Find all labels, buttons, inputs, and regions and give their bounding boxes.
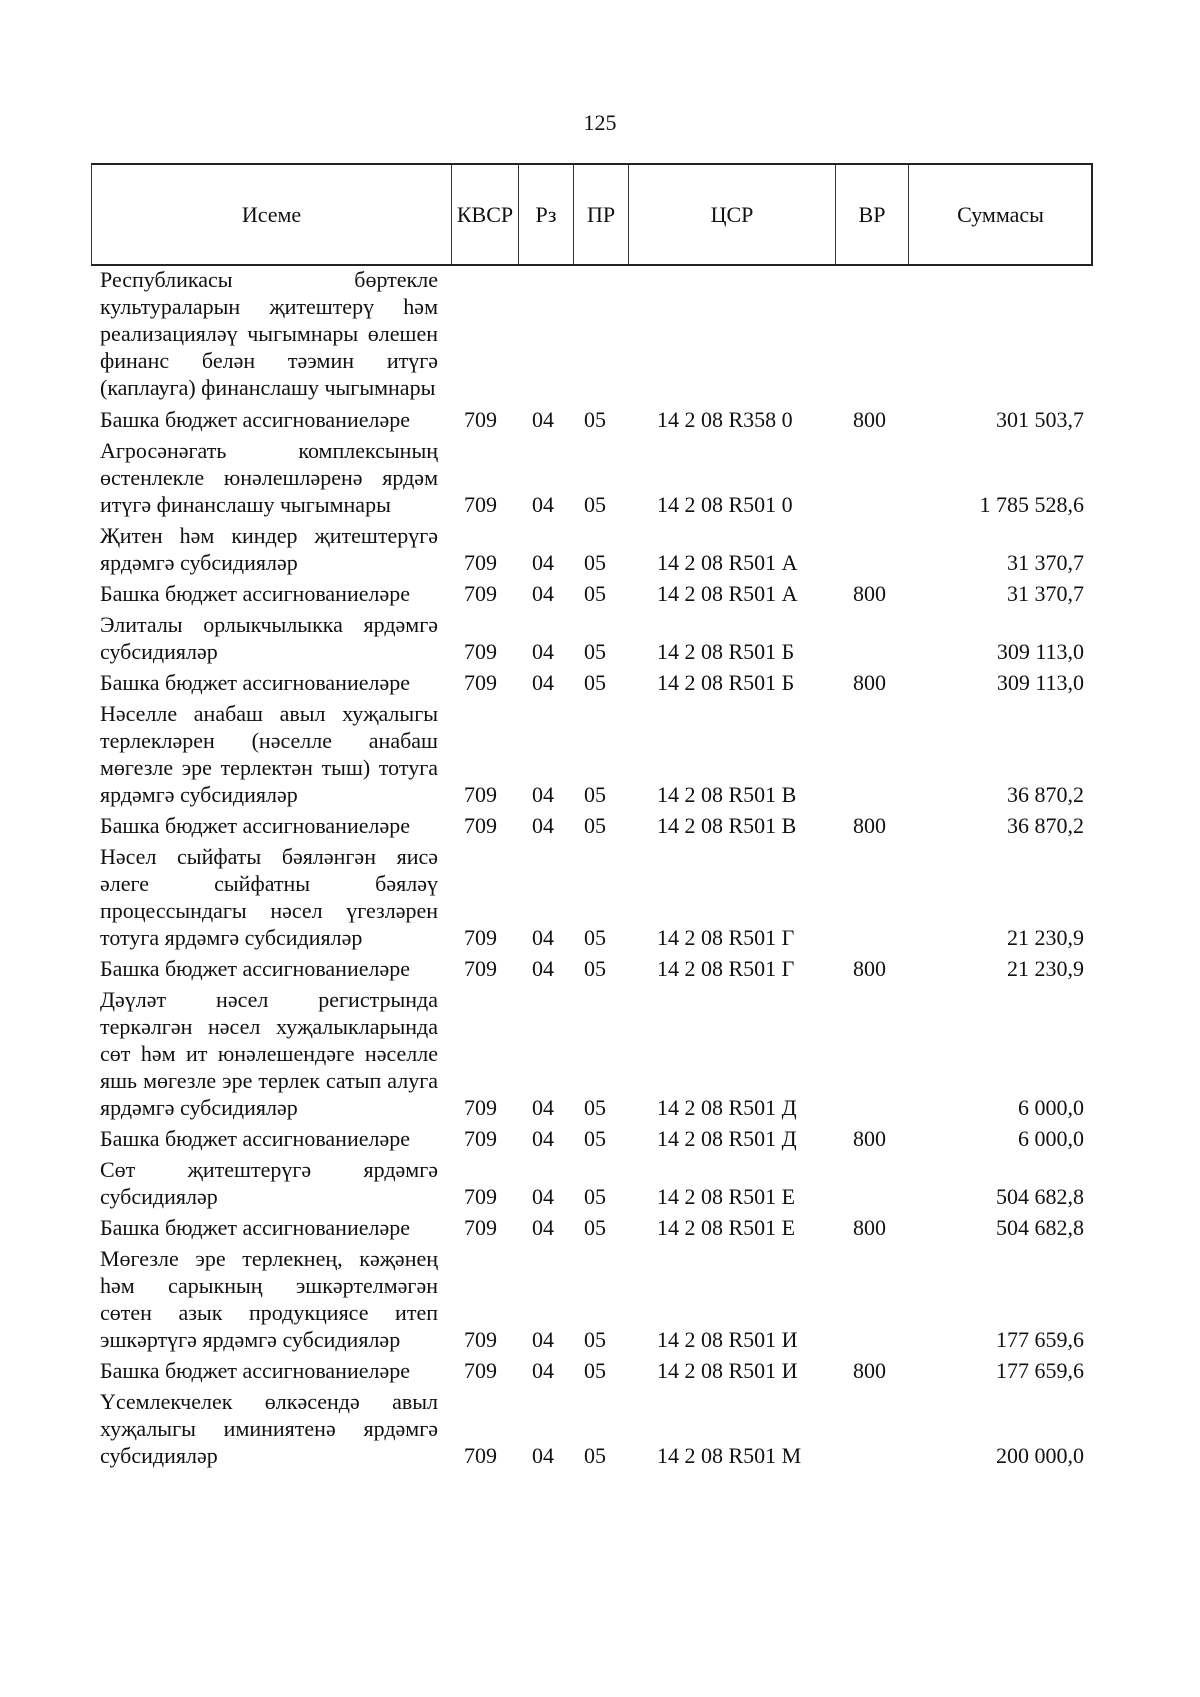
row-csr: 14 2 08 R501 И [657, 1327, 798, 1352]
row-rz: 04 [532, 813, 554, 838]
row-sum: 504 682,8 [996, 1184, 1084, 1209]
row-kvsr: 709 [464, 1184, 497, 1209]
row-sum: 1 785 528,6 [979, 492, 1084, 517]
row-rz: 04 [532, 639, 554, 664]
row-sum: 177 659,6 [996, 1358, 1084, 1383]
row-rz: 04 [532, 670, 554, 695]
row-csr: 14 2 08 R501 Е [657, 1184, 796, 1209]
row-name: Республикасы бөртекле культураларын җитештерү һәм реализацияләү чыгымнары өлешен финанс белән тәэмин итүгә (каплауга) финанслашу чыгымнары [100, 267, 438, 400]
row-pr: 05 [584, 1184, 606, 1209]
row-kvsr: 709 [464, 550, 497, 575]
row-name: Башка бюджет ассигнованиеләре [100, 670, 410, 695]
table-row [0, 266, 1200, 401]
row-pr: 05 [584, 639, 606, 664]
row-name: Башка бюджет ассигнованиеләре [100, 581, 410, 606]
row-name: Агросәнәгать комплексының өстенлекле юнәлешләренә ярдәм итүгә финанслашу чыгымнары [100, 438, 438, 517]
row-pr: 05 [584, 782, 606, 807]
row-kvsr: 709 [464, 925, 497, 950]
row-pr: 05 [584, 1443, 606, 1468]
table-row [0, 522, 1200, 576]
row-vr: 800 [853, 1126, 886, 1151]
row-kvsr: 709 [464, 1443, 497, 1468]
table-row [0, 812, 1200, 839]
row-name: Үсемлекчелек өлкәсендә авыл хуҗалыгы иминиятенә ярдәмгә субсидияләр [100, 1389, 438, 1468]
row-rz: 04 [532, 492, 554, 517]
table-row [0, 986, 1200, 1121]
row-csr: 14 2 08 R501 В [657, 782, 797, 807]
row-csr: 14 2 08 R501 Е [657, 1215, 796, 1240]
row-rz: 04 [532, 925, 554, 950]
row-name: Җитен һәм киндер җитештерүгә ярдәмгә субсидияләр [100, 523, 438, 575]
row-rz: 04 [532, 1215, 554, 1240]
row-name: Башка бюджет ассигнованиеләре [100, 956, 410, 981]
row-kvsr: 709 [464, 1126, 497, 1151]
header-pr: ПР [574, 165, 629, 264]
row-csr: 14 2 08 R501 Д [657, 1095, 797, 1120]
row-name: Башка бюджет ассигнованиеләре [100, 407, 410, 432]
row-csr: 14 2 08 R501 Г [657, 956, 795, 981]
row-sum: 6 000,0 [1018, 1126, 1084, 1151]
table-header [91, 163, 1093, 266]
row-rz: 04 [532, 1327, 554, 1352]
row-csr: 14 2 08 R501 0 [657, 492, 793, 517]
row-rz: 04 [532, 956, 554, 981]
row-kvsr: 709 [464, 639, 497, 664]
row-pr: 05 [584, 1327, 606, 1352]
row-name: Мөгезле эре терлекнең, кәҗәнең һәм сарыкның эшкәртелмәгән сөтен азык продукциясе итеп эшкәртүгә ярдәмгә субсидияләр [100, 1246, 438, 1352]
row-kvsr: 709 [464, 1215, 497, 1240]
row-pr: 05 [584, 1358, 606, 1383]
row-kvsr: 709 [464, 813, 497, 838]
row-sum: 31 370,7 [1007, 581, 1084, 606]
row-vr: 800 [853, 407, 886, 432]
row-csr: 14 2 08 R358 0 [657, 407, 793, 432]
row-pr: 05 [584, 1126, 606, 1151]
row-name: Башка бюджет ассигнованиеләре [100, 1215, 410, 1240]
table-row [0, 1388, 1200, 1469]
row-sum: 309 113,0 [996, 639, 1084, 664]
header-vr: ВР [836, 165, 909, 264]
table-row [0, 669, 1200, 696]
row-kvsr: 709 [464, 782, 497, 807]
row-csr: 14 2 08 R501 Д [657, 1126, 797, 1151]
row-kvsr: 709 [464, 407, 497, 432]
row-csr: 14 2 08 R501 Г [657, 925, 795, 950]
row-rz: 04 [532, 1126, 554, 1151]
row-csr: 14 2 08 R501 А [657, 550, 798, 575]
row-vr: 800 [853, 581, 886, 606]
row-csr: 14 2 08 R501 Б [657, 639, 795, 664]
table-row [0, 1245, 1200, 1353]
table-row [0, 580, 1200, 607]
row-name: Башка бюджет ассигнованиеләре [100, 1126, 410, 1151]
row-vr: 800 [853, 1215, 886, 1240]
row-rz: 04 [532, 1443, 554, 1468]
row-pr: 05 [584, 925, 606, 950]
row-name: Дәүләт нәсел регистрында теркәлгән нәсел хуҗалыкларында сөт һәм ит юнәлешендәге нәселле яшь мөгезле эре терлек сатып алуга ярдәмгә субсидияләр [100, 987, 438, 1120]
row-pr: 05 [584, 581, 606, 606]
header-name: Исеме [92, 165, 452, 264]
row-rz: 04 [532, 550, 554, 575]
table-row [0, 611, 1200, 665]
row-csr: 14 2 08 R501 Б [657, 670, 795, 695]
row-rz: 04 [532, 1095, 554, 1120]
table-row [0, 700, 1200, 808]
row-sum: 31 370,7 [1007, 550, 1084, 575]
row-kvsr: 709 [464, 1358, 497, 1383]
row-sum: 21 230,9 [1007, 956, 1084, 981]
row-vr: 800 [853, 670, 886, 695]
page-number: 125 [583, 110, 617, 135]
row-vr: 800 [853, 1358, 886, 1383]
table-row [0, 1357, 1200, 1384]
row-rz: 04 [532, 782, 554, 807]
row-pr: 05 [584, 550, 606, 575]
table-row [0, 406, 1200, 433]
row-rz: 04 [532, 581, 554, 606]
row-name: Башка бюджет ассигнованиеләре [100, 813, 410, 838]
row-kvsr: 709 [464, 1095, 497, 1120]
row-name: Элиталы орлыкчылыкка ярдәмгә субсидияләр [100, 612, 438, 664]
table-row [0, 437, 1200, 518]
row-name: Сөт җитештерүгә ярдәмгә субсидияләр [100, 1157, 438, 1209]
row-csr: 14 2 08 R501 И [657, 1358, 798, 1383]
row-sum: 177 659,6 [996, 1327, 1084, 1352]
row-sum: 6 000,0 [1018, 1095, 1084, 1120]
table-row [0, 1125, 1200, 1152]
row-pr: 05 [584, 1095, 606, 1120]
row-name: Нәсел сыйфаты бәяләнгән яисә әлеге сыйфатны бәяләү процессындагы нәсел үгезләрен тотуга ярдәмгә субсидияләр [100, 844, 438, 950]
row-pr: 05 [584, 670, 606, 695]
row-name: Башка бюджет ассигнованиеләре [100, 1358, 410, 1383]
table-row [0, 843, 1200, 951]
header-rz: Рз [519, 165, 574, 264]
header-sum: Суммасы [957, 201, 1044, 227]
row-sum: 21 230,9 [1007, 925, 1084, 950]
row-kvsr: 709 [464, 670, 497, 695]
row-kvsr: 709 [464, 1327, 497, 1352]
row-sum: 309 113,0 [996, 670, 1084, 695]
table-row [0, 955, 1200, 982]
row-csr: 14 2 08 R501 В [657, 813, 797, 838]
row-sum: 36 870,2 [1007, 782, 1084, 807]
row-rz: 04 [532, 1358, 554, 1383]
row-csr: 14 2 08 R501 А [657, 581, 798, 606]
header-csr: ЦСР [629, 165, 836, 264]
row-pr: 05 [584, 956, 606, 981]
row-pr: 05 [584, 813, 606, 838]
row-sum: 36 870,2 [1007, 813, 1084, 838]
row-sum: 504 682,8 [996, 1215, 1084, 1240]
header-kvsr: КВСР [452, 165, 519, 264]
table-body [0, 266, 1200, 1473]
row-csr: 14 2 08 R501 М [657, 1443, 802, 1468]
row-pr: 05 [584, 492, 606, 517]
row-rz: 04 [532, 1184, 554, 1209]
row-kvsr: 709 [464, 581, 497, 606]
row-kvsr: 709 [464, 956, 497, 981]
row-rz: 04 [532, 407, 554, 432]
table-row [0, 1156, 1200, 1210]
row-kvsr: 709 [464, 492, 497, 517]
row-sum: 301 503,7 [996, 407, 1084, 432]
row-name: Нәселле анабаш авыл хуҗалыгы терлекләрен (нәселле анабаш мөгезле эре терлектән тыш) тотуга ярдәмгә субсидияләр [100, 701, 438, 807]
row-vr: 800 [853, 813, 886, 838]
row-vr: 800 [853, 956, 886, 981]
row-pr: 05 [584, 407, 606, 432]
row-pr: 05 [584, 1215, 606, 1240]
table-row [0, 1214, 1200, 1241]
row-sum: 200 000,0 [996, 1443, 1084, 1468]
